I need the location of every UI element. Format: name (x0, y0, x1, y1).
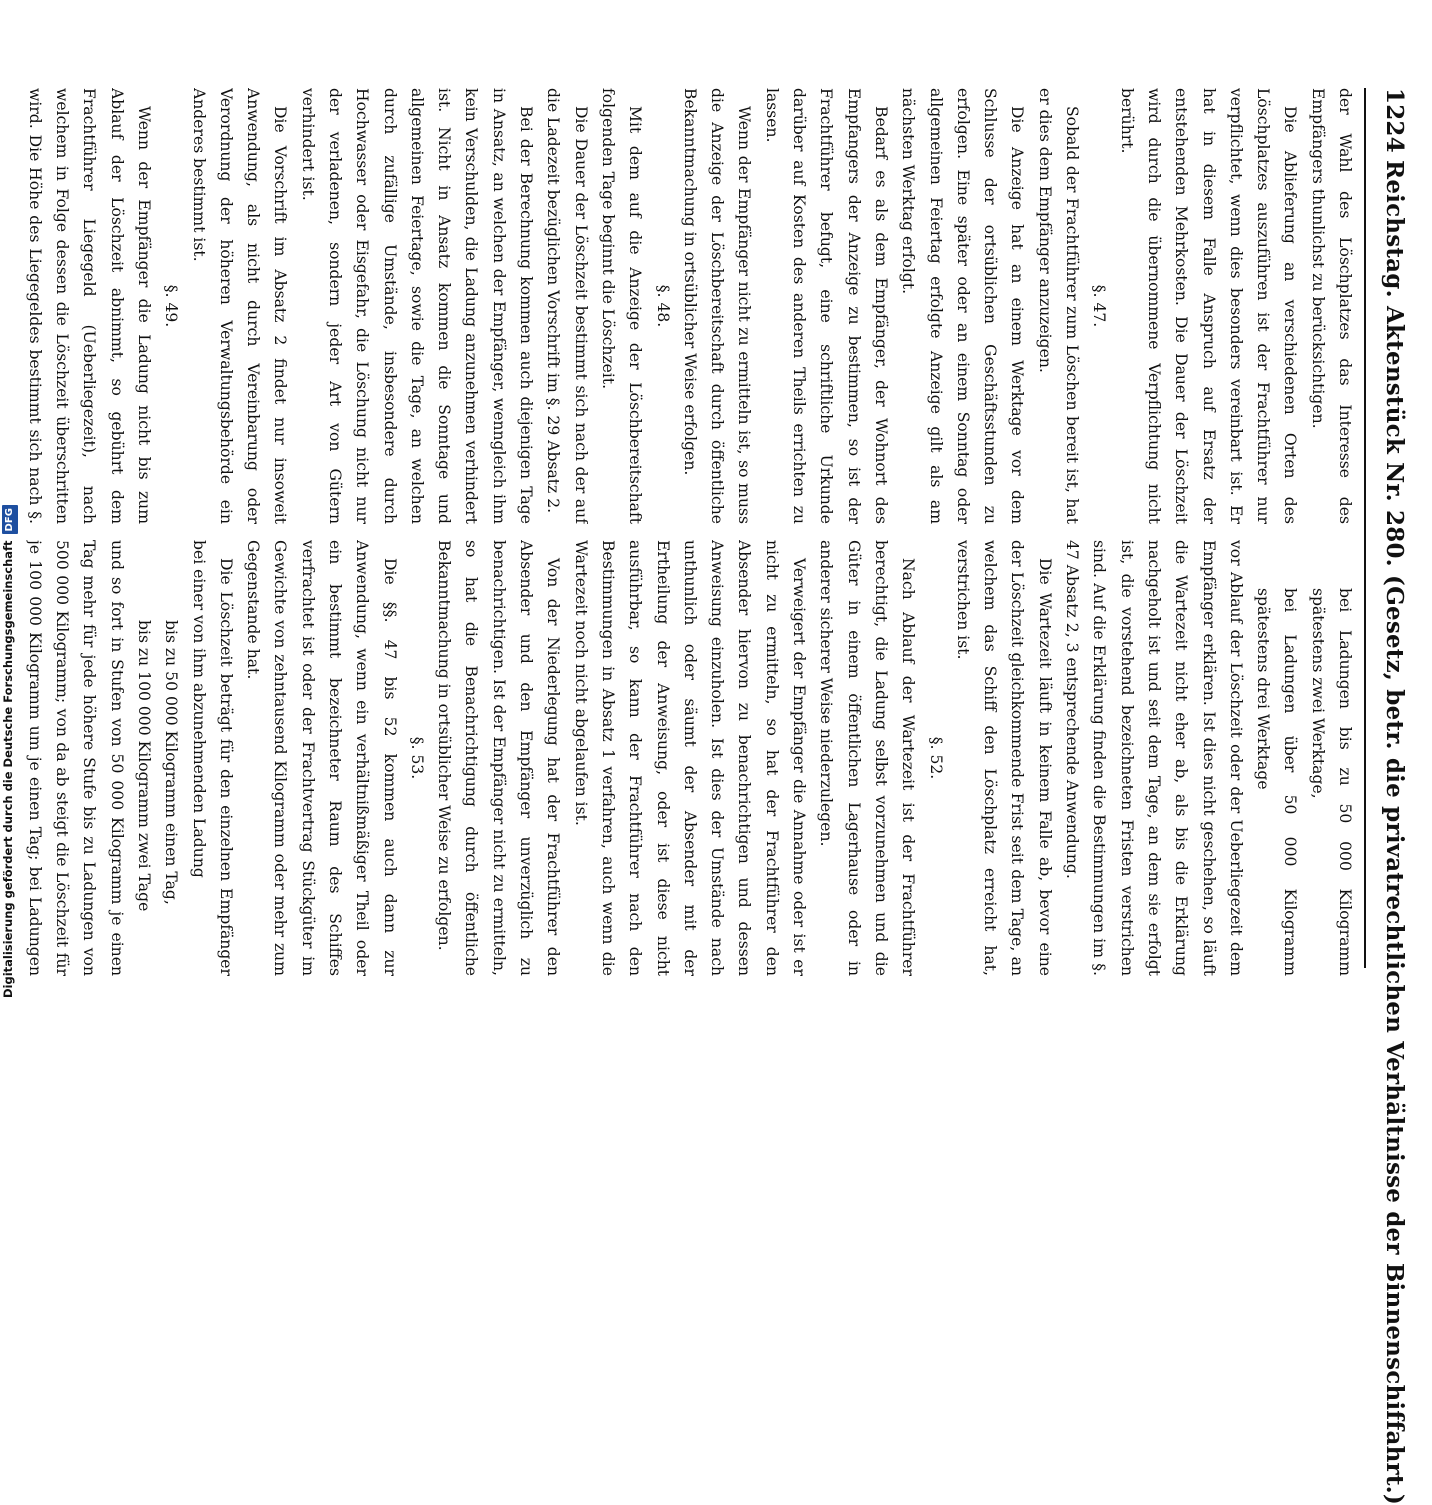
page-header (1368, 88, 1412, 1505)
paragraph: Wenn der Empfänger nicht zu ermitteln ist, so muss die Anzeige der Löschbereitschaft durch öffentliche Bekanntmachung in ortsüblicher Weise erfolgen. (680, 88, 754, 524)
paragraph: Die Anzeige hat an einem Werktage vor dem Schlusse der ortsüblichen Geschäftsstunden zu erfolgen. Eine später oder an einem Sonntag oder allgemeinen Feiertag erfolgte Anzeige gilt als am nächsten Werktag erfolgt. (899, 88, 1027, 524)
running-title: Reichstag. Aktenstück Nr. 280. (Gesetz, betr. die privatrechtlichen Verhältnisse der Binnenschiffahrt.) (1381, 160, 1408, 1505)
paragraph: Verweigert der Empfänger die Annahme oder ist er nicht zu ermitteln, so hat der Frachtführer den Absender hiervon zu benachrichtigen und dessen Anweisung einzuholen. Ist dies der Umstände nach unthunlich oder säumt der Absender mit der Ertheilung der Anweisung, oder ist diese nicht ausführbar, so kann der Frachtführer nach den Bestimmungen in Absatz 1 verfahren, auch wenn die Wartezeit noch nicht abgelaufen ist. (571, 540, 809, 976)
paragraph: Mit dem auf die Anzeige der Löschbereitschaft folgenden Tage beginnt die Löschzeit. (598, 88, 645, 524)
paragraph: Bei der Berechnung kommen auch diejenigen Tage in Ansatz, an welchen der Empfänger, wenngleich ihm kein Verschulden, die Ladung anzunehmen verhindert ist. Nicht in Ansatz kommen die Sonntage und allgemeinen Feiertage, sowie die Tage, an welchen durch zufällige Umstände, insbesondere durch Hochwasser oder Eisgefahr, die Löschung nicht nur der verladenen, sondern jeder Art von Gütern verhindert ist. (298, 88, 536, 524)
dfg-logo: DFG (2, 505, 18, 534)
paragraph: Die §§. 47 bis 52 kommen auch dann zur Anwendung, wenn ein verhältnißmäßiger Theil oder ein bestimmt bezeichneter Raum des Schiffes verfrachtet ist oder der Frachtvertrag Stückgüter im Gewichte von zehntausend Kilogramm oder mehr zum Gegenstande hat. (244, 540, 399, 976)
page-number: 1224 (1381, 88, 1408, 153)
indented-line: bei Ladungen über 50 000 Kilogramm spätestens drei Werktage (1254, 588, 1300, 976)
paragraph: Die Wartezeit läuft in keinem Falle ab, bevor eine der Löschzeit gleichkommende Frist seit dem Tage, an welchem das Schiff den Löschplatz erreicht hat, verstrichen ist. (953, 540, 1054, 976)
right-column (18, 540, 1358, 976)
digitization-credit (0, 505, 16, 998)
paragraph: Wenn der Empfänger die Ladung nicht bis zum Ablauf der Löschzeit abnimmt, so gebührt dem Frachtführer Liegegeld (Ueberliegezeit), nach welchem in Folge dessen die Löschzeit überschritten wird. Die Höhe des Liegegeldes bestimmt sich nach §. (25, 88, 153, 524)
paragraph: der Wahl des Löschplatzes das Interesse des Empfängers thunlichst zu berücksichtigen. (1308, 88, 1354, 524)
paragraph: Nach Ablauf der Wartezeit ist der Frachtführer berechtigt, die Ladung selbst vorzunehmen und die Güter in einem öffentlichen Lagerhause oder in anderer sicherer Weise niederzulegen. (817, 540, 918, 976)
paragraph: Bedarf es als dem Empfänger, der Wohnort des Empfangers der Anzeige zu bestimmen, so ist der Frachtführer befugt, eine schriftliche Urkunde darüber auf Kosten des anderen Theils errichten zu lassen. (762, 88, 890, 524)
digitization-text: Digitalisierung gefördert durch die Deutsche Forschungsgemeinschaft (1, 540, 15, 998)
paragraph: Von der Niederlegung hat der Frachtführer den Absender und den Empfänger unverzüglich zu benachrichtigen. Ist der Empfänger nicht zu ermitteln, so hat die Benachrichtigung durch öffentliche Bekanntmachung in ortsüblicher Weise zu erfolgen. (435, 540, 563, 976)
indented-line: bei Ladungen bis zu 50 000 Kilogramm spätestens zwei Werktage, (1308, 588, 1354, 976)
indented-line: bis zu 100 000 Kilogramm zwei Tage (134, 620, 153, 912)
paragraph: Die Löschzeit beträgt für den einzelnen Empfänger bei einer von ihm abzunehmenden Ladung (189, 540, 235, 976)
paragraph: und so fort in Stufen von 50 000 Kilogramm je einen Tag mehr für jede höhere Stufe bis zu Ladungen von 500 000 Kilogramm; von da ab steigt die Löschzeit für je 100 000 Kilogramm um je einen Tag; bei Ladungen (25, 540, 126, 976)
paragraph: Sobald der Frachtführer zum Löschen bereit ist, hat er dies dem Empfänger anzuzeigen. (1035, 88, 1082, 524)
paragraph: vor Ablauf der Löschzeit oder der Ueberliegezeit dem Empfänger erklären. Ist dies nicht geschehen, so läuft die Wartezeit nicht eher ab, als bis die Erklärung nachgeholt ist und seit dem Tage, an dem sie erfolgt ist, die vorstehend bezeichneten Fristen verstrichen sind. Auf die Erklärung finden die Bestimmungen im §. 47 Absatz 2, 3 entsprechende Anwendung. (1063, 540, 1245, 976)
indented-line: bis zu 50 000 Kilogramm einen Tag, (162, 620, 181, 905)
section-heading: §. 49. (162, 284, 181, 328)
paragraph: Die Vorschrift im Absatz 2 findet nur insoweit Anwendung, als nicht durch Vereinbarung oder Verordnung der höheren Verwaltungsbehörde ein Anderes bestimmt ist. (189, 88, 290, 524)
header-rule (1364, 88, 1366, 968)
section-heading: §. 52. (926, 736, 945, 780)
left-column (18, 88, 1358, 524)
section-heading: §. 48. (653, 284, 672, 328)
section-heading: §. 47. (1090, 284, 1109, 328)
paragraph: Die Ablieferung an verschiedenen Orten des Löschplatzes auszuführen ist der Frachtführer nur verpflichtet, wenn dies besonders vereinbart ist. Er hat in diesem Falle Anspruch auf Ersatz der entstehenden Mehrkosten. Die Dauer der Löschzeit wird durch die übernommene Verpflichtung nicht berührt. (1117, 88, 1300, 524)
section-heading: §. 53. (407, 736, 426, 780)
paragraph: Die Dauer der Löschzeit bestimmt sich nach der auf die Ladezeit bezüglichen Vorschrift im §. 29 Absatz 2. (544, 88, 590, 524)
